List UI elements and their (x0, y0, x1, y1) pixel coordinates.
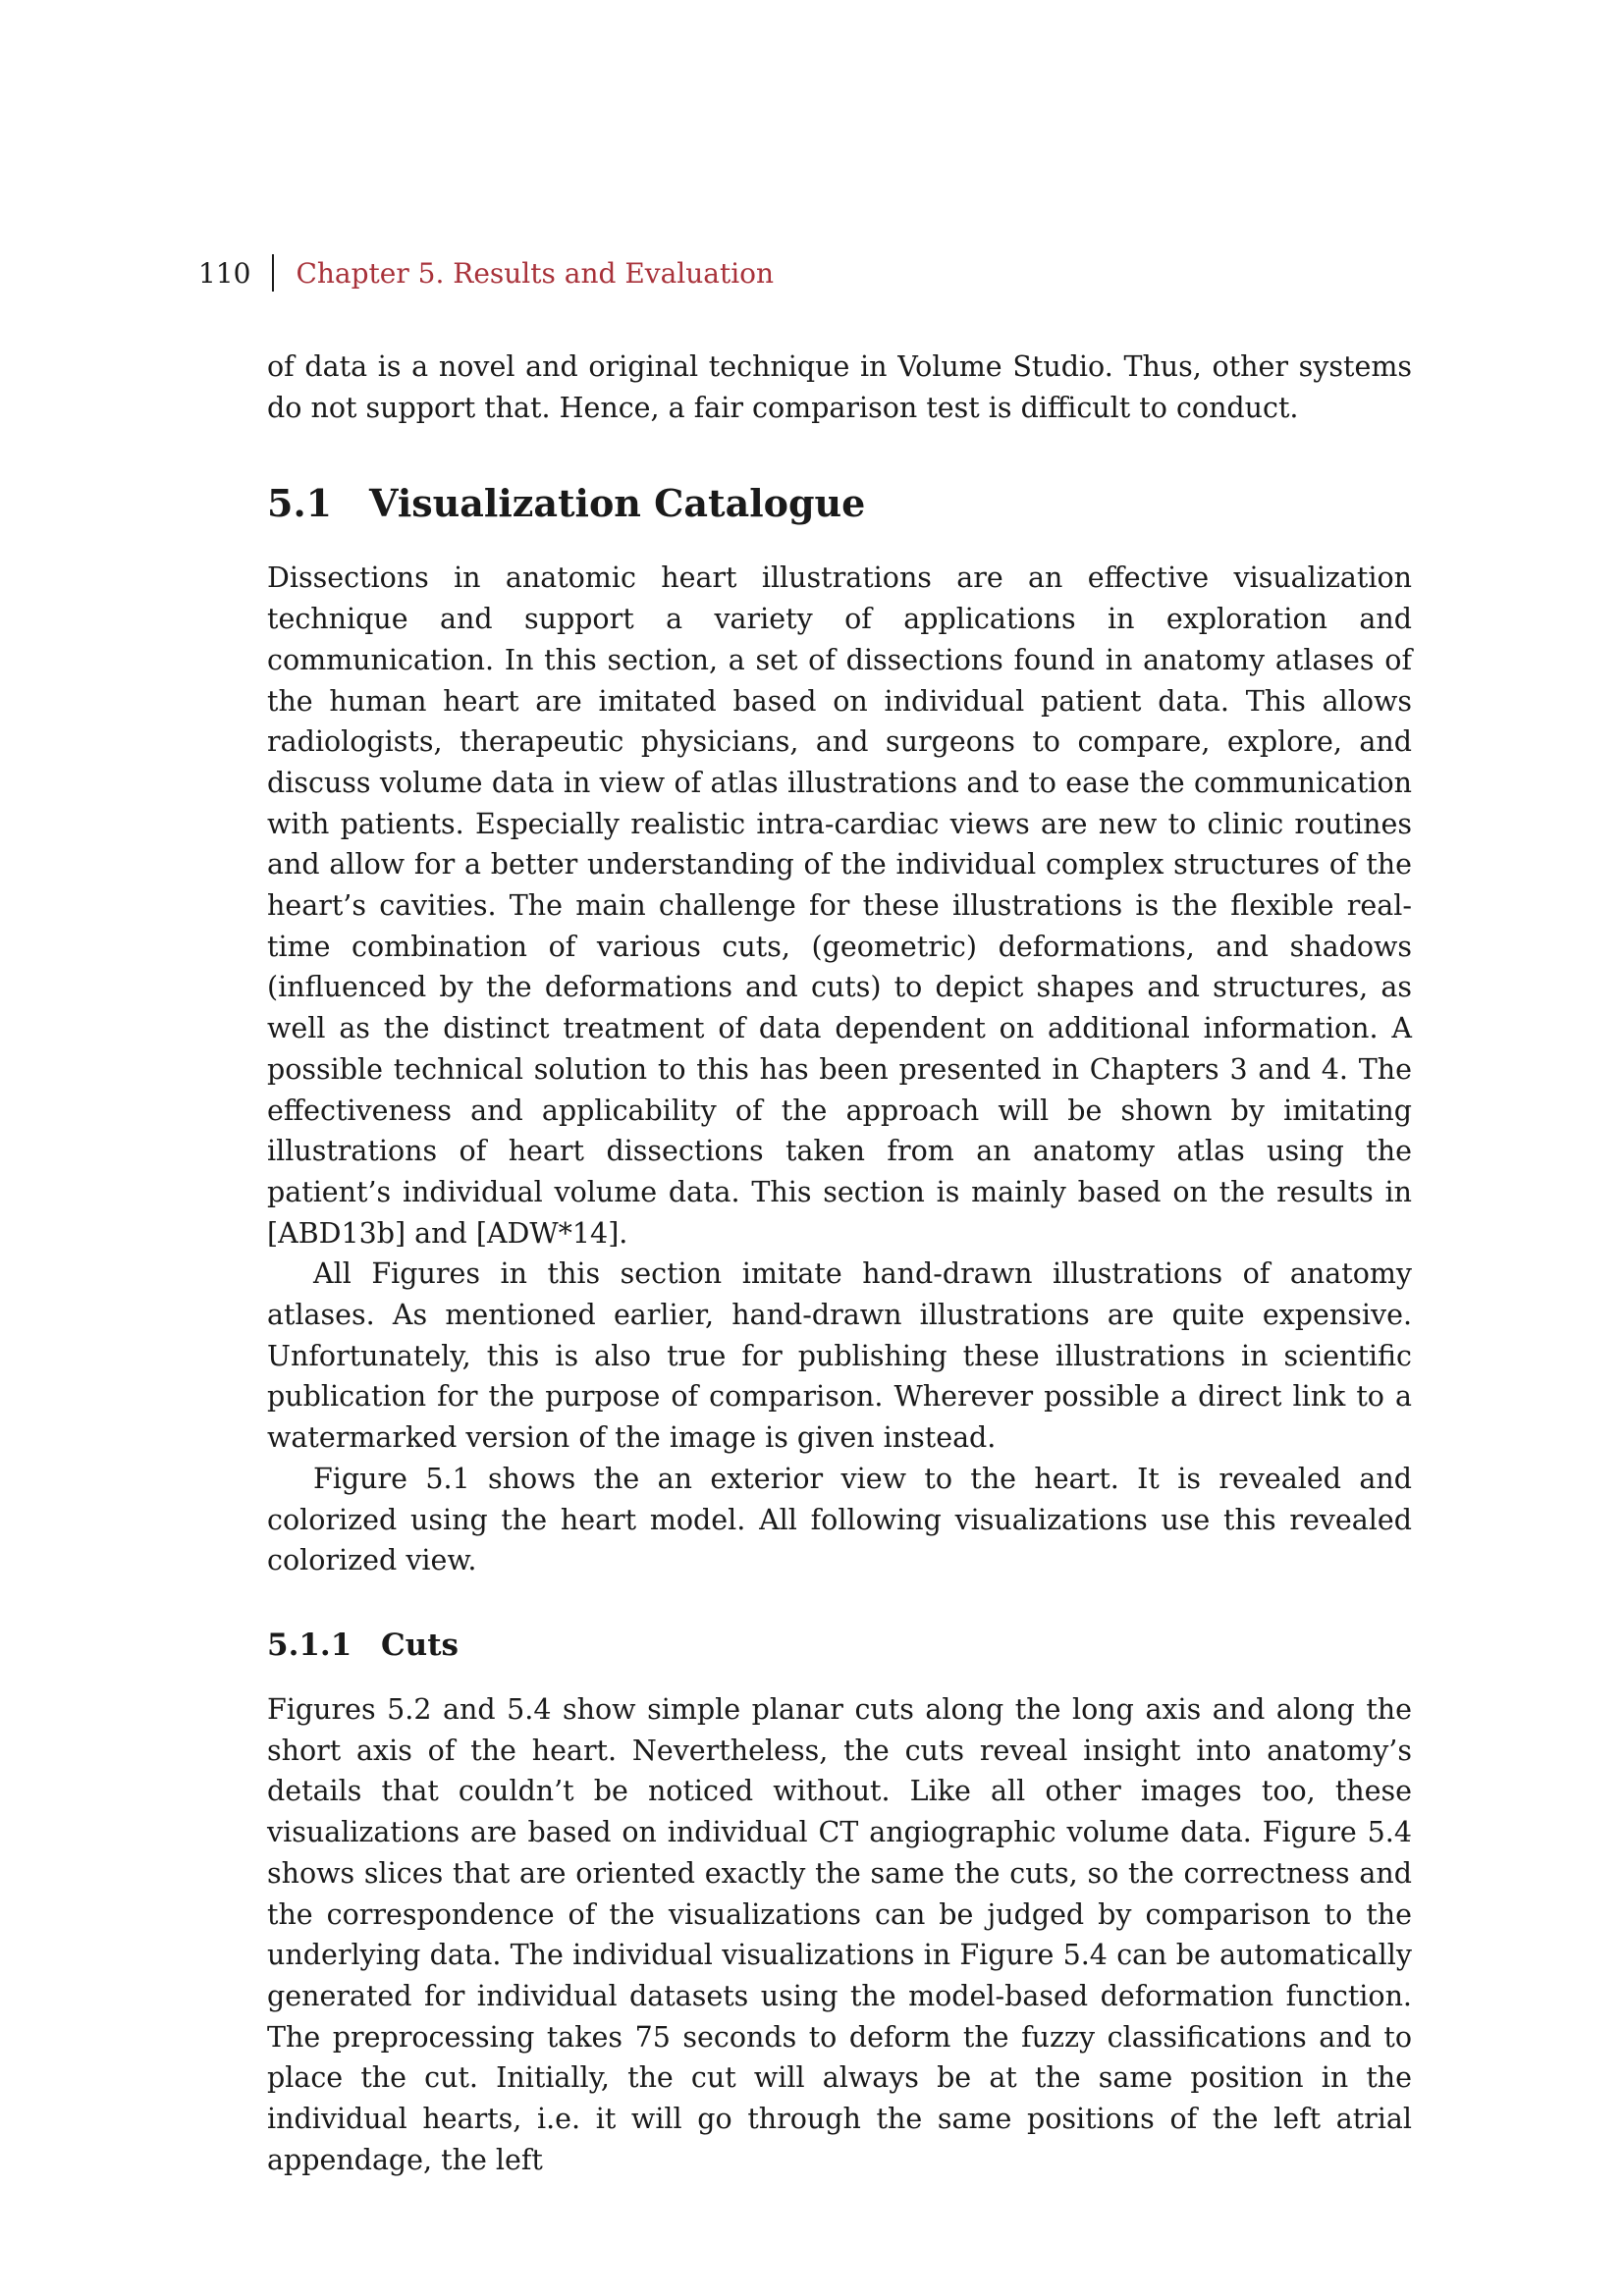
header-divider (272, 254, 274, 292)
paragraph: All Figures in this section imitate hand-drawn illustrations of anatomy atlases. As mentioned earlier, hand-drawn illustrations are quite expensive. Unfortunately, this is also true for publishing these illustrations in scientific publication for the purpose of comparison. Wherever possible a direct link to a watermarked version of the image is given instead. (267, 1257, 1412, 1455)
section-title: Visualization Catalogue (369, 481, 866, 526)
body-text (267, 347, 1412, 2180)
section-number: 5.1 (267, 481, 333, 526)
paragraph: Dissections in anatomic heart illustrations are an effective visualization technique and support a variety of applications in exploration and communication. In this section, a set of dissections found in anatomy atlases of the human heart are imitated based on individual patient data. This allows radiologists, therapeutic physicians, and surgeons to compare, explore, and discuss volume data in view of atlas illustrations and to ease the communication with patients. Especially realistic intra-cardiac views are new to clinic routines and allow for a better understanding of the individual complex structures of the heart’s cavities. The main challenge for these illustrations is the flexible real-time combination of various cuts, (geometric) deformations, and shadows (influenced by the deformations and cuts) to depict shapes and structures, as well as the distinct treatment of data dependent on additional information. A possible technical solution to this has been presented in Chapters 3 and 4. The effectiveness and applicability of the approach will be shown by imitating illustrations of heart dissections taken from an anatomy atlas using the patient’s individual volume data. This section is mainly based on the results in [ABD13b] and [ADW*14]. (267, 561, 1412, 1250)
running-header (198, 253, 774, 293)
page-number: 110 (198, 256, 251, 290)
subsection-heading-5-1-1 (267, 1625, 1412, 1666)
subsection-number: 5.1.1 (267, 1627, 352, 1663)
section-heading-5-1 (267, 479, 1412, 528)
intro-paragraph: of data is a novel and original technique in Volume Studio. Thus, other systems do not support that. Hence, a fair comparison test is difficult to conduct. (267, 350, 1412, 424)
chapter-title: Chapter 5. Results and Evaluation (296, 256, 775, 290)
paragraph: Figures 5.2 and 5.4 show simple planar cuts along the long axis and along the short axis of the heart. Nevertheless, the cuts reveal insight into anatomy’s details that couldn’t be noticed without. Like all other images too, these visualizations are based on individual CT angiographic volume data. Figure 5.4 shows slices that are oriented exactly the same the cuts, so the correctness and the correspondence of the visualizations can be judged by comparison to the underlying data. The individual visualizations in Figure 5.4 can be automatically generated for individual datasets using the model-based deformation function. The preprocessing takes 75 seconds to deform the fuzzy classifications and to place the cut. Initially, the cut will always be at the same position in the individual hearts, i.e. it will go through the same positions of the left atrial appendage, the left (267, 1692, 1412, 2176)
subsection-title: Cuts (381, 1627, 459, 1663)
paragraph: Figure 5.1 shows the an exterior view to the heart. It is revealed and colorized using the heart model. All following visualizations use this revealed colorized view. (267, 1462, 1412, 1577)
